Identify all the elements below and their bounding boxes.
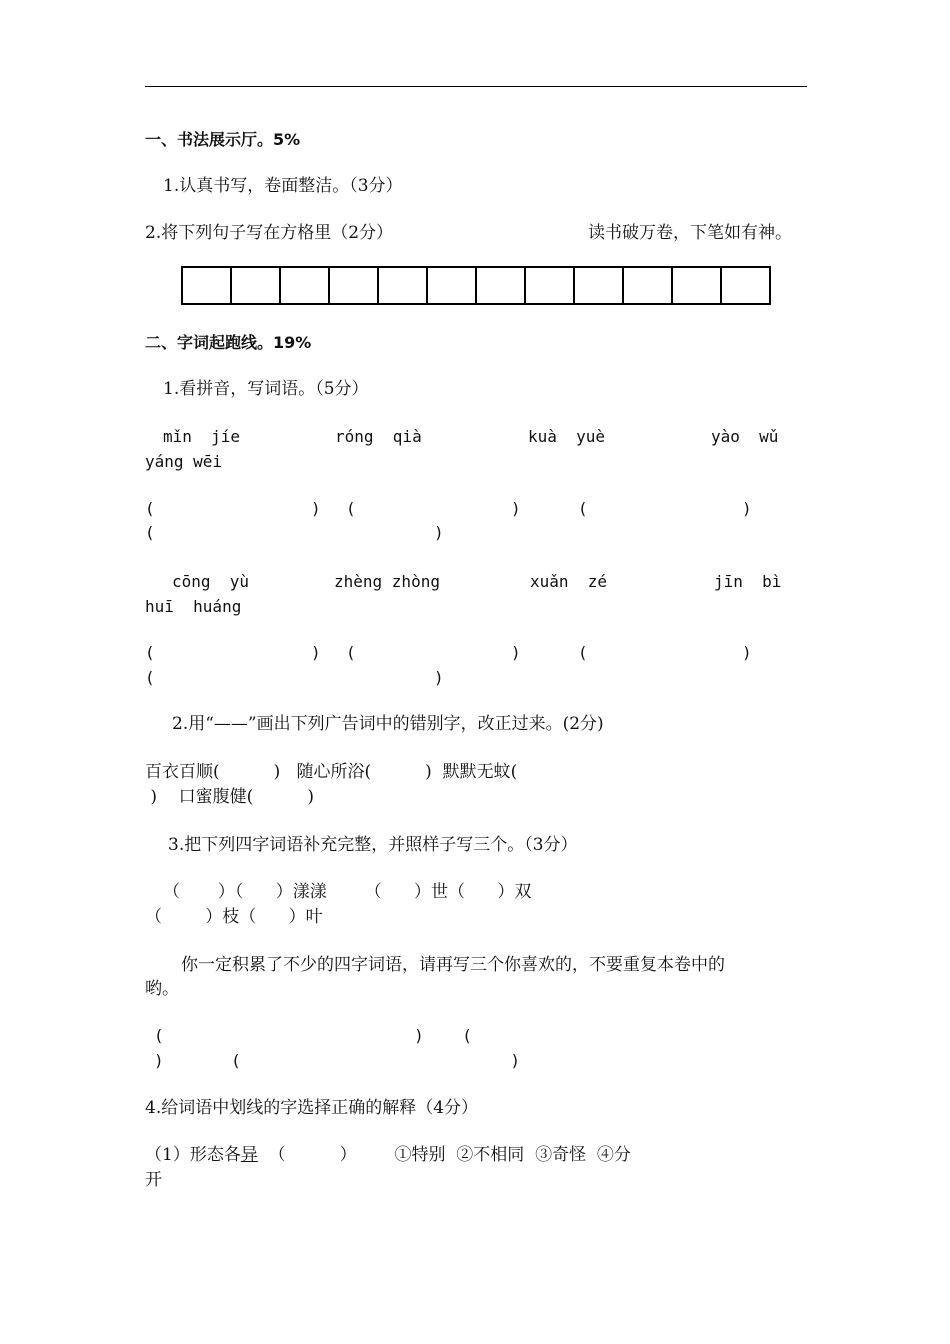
idiom-fill-line: （ ）（ ）漾漾 （ ）世（ ）双 xyxy=(163,882,532,902)
meaning-item-options: （ ） ①特别 ②不相同 ③奇怪 ④分 xyxy=(257,1145,631,1165)
idiom-fill-line: （ ）枝（ ）叶 xyxy=(145,907,323,927)
grid-cell[interactable] xyxy=(330,268,379,303)
paren-close: ) xyxy=(742,643,752,662)
paren-close: ) xyxy=(434,523,444,542)
pinyin-item: yáng wēi xyxy=(145,452,223,471)
pinyin-item: cōng yù xyxy=(172,572,250,591)
writing-grid[interactable] xyxy=(181,266,771,305)
pinyin-item: zhèng zhòng xyxy=(334,572,440,591)
grid-cell[interactable] xyxy=(722,268,769,303)
grid-cell[interactable] xyxy=(428,268,477,303)
question-2-2: 2.用“——”画出下列广告词中的错别字，改正过来。(2分) xyxy=(172,714,604,734)
underlined-char: 异 xyxy=(240,1145,258,1165)
pinyin-item: kuà yuè xyxy=(528,427,606,446)
paren-open: ( xyxy=(145,523,155,542)
idiom-note: 哟。 xyxy=(145,979,179,999)
grid-cell[interactable] xyxy=(526,268,575,303)
question-1-1: 1.认真书写，卷面整洁。（3分） xyxy=(163,176,403,196)
paren-open: ( xyxy=(145,643,155,662)
paren-open: ( xyxy=(578,643,588,662)
grid-cell[interactable] xyxy=(183,268,232,303)
grid-cell[interactable] xyxy=(281,268,330,303)
paren-open: ( xyxy=(578,499,588,518)
paren-open: ( xyxy=(145,499,155,518)
grid-cell[interactable] xyxy=(575,268,624,303)
paren-close: ) xyxy=(311,499,321,518)
header-rule xyxy=(145,86,807,87)
grid-cell[interactable] xyxy=(624,268,673,303)
ad-errors-line: 百衣百顺( ) 随心所浴( ) 默默无蚊( xyxy=(145,762,518,782)
pinyin-item: huī huáng xyxy=(145,597,242,616)
meaning-item-prefix: （1）形态各 xyxy=(145,1145,241,1165)
paren-close: ) xyxy=(511,499,521,518)
question-1-2: 2.将下列句子写在方格里（2分） xyxy=(145,223,394,243)
meaning-item-wrap: 开 xyxy=(145,1170,162,1190)
grid-cell[interactable] xyxy=(379,268,428,303)
grid-cell[interactable] xyxy=(477,268,526,303)
pinyin-item: jīn bì xyxy=(714,572,782,591)
ad-errors-line: ) 口蜜腹健( ) xyxy=(145,787,314,807)
pinyin-item: xuǎn zé xyxy=(530,572,608,591)
paren-close: ) xyxy=(742,499,752,518)
idiom-blank-line: ( ) ( xyxy=(154,1026,472,1045)
pinyin-item: mǐn jíe xyxy=(163,427,241,446)
question-2-4: 4.给词语中划线的字选择正确的解释（4分） xyxy=(145,1098,479,1118)
sentence-to-copy: 读书破万卷，下笔如有神。 xyxy=(588,223,792,243)
idiom-blank-line: ) ( ) xyxy=(154,1051,521,1070)
pinyin-item: róng qià xyxy=(335,427,422,446)
grid-cell[interactable] xyxy=(232,268,281,303)
section-1-title: 一、书法展示厅。5% xyxy=(145,130,301,149)
pinyin-item: yào wǔ xyxy=(711,427,779,446)
paren-open: ( xyxy=(145,668,155,687)
paren-close: ) xyxy=(511,643,521,662)
grid-cell[interactable] xyxy=(673,268,722,303)
paren-close: ) xyxy=(434,668,444,687)
paren-open: ( xyxy=(346,643,356,662)
question-2-1: 1.看拼音，写词语。（5分） xyxy=(163,379,369,399)
paren-close: ) xyxy=(311,643,321,662)
paren-open: ( xyxy=(346,499,356,518)
question-2-3: 3.把下列四字词语补充完整，并照样子写三个。（3分） xyxy=(168,835,578,855)
idiom-note: 你一定积累了不少的四字词语，请再写三个你喜欢的，不要重复本卷中的 xyxy=(181,955,725,975)
section-2-title: 二、字词起跑线。19% xyxy=(145,333,312,352)
meaning-item xyxy=(145,1143,631,1167)
